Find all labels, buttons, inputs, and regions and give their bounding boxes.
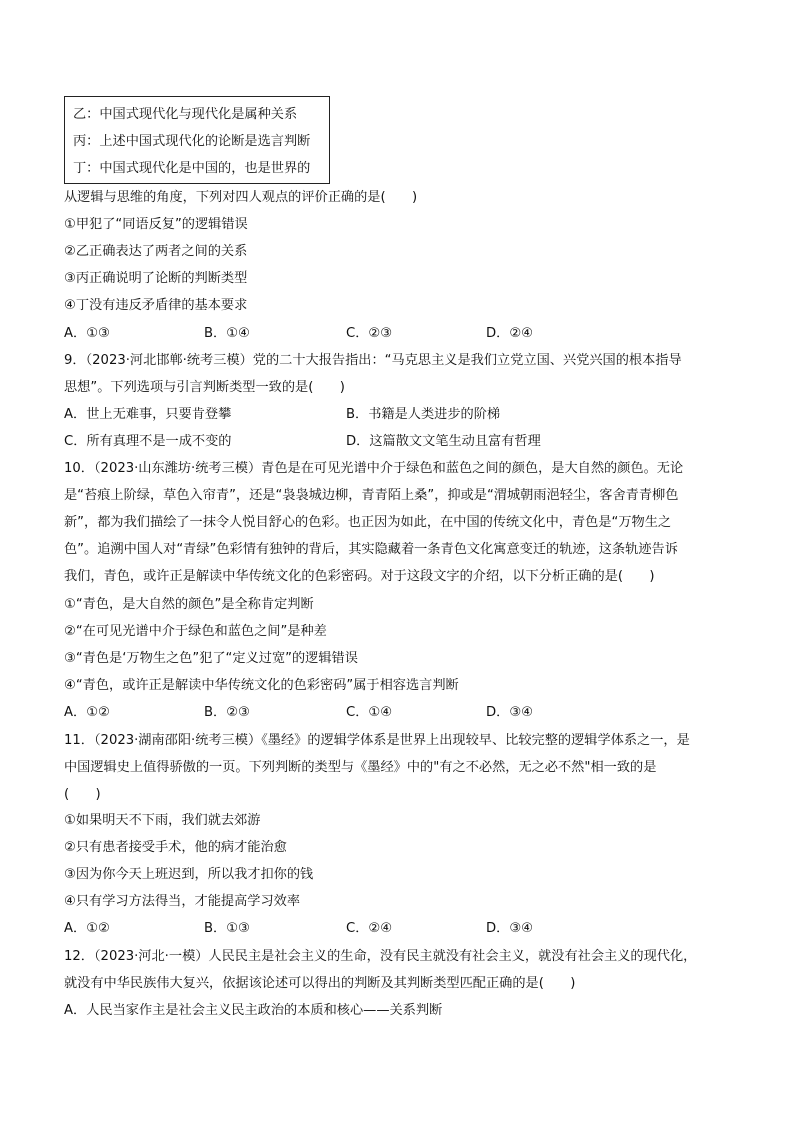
q11-option-a[interactable]: A．①② [64,921,110,936]
q9-option-b[interactable]: B．书籍是人类进步的阶梯 [346,407,501,422]
q10-stem-line-4: 色”。追溯中国人对“青绿”色彩情有独钟的背后，其实隐藏着一条青色文化寓意变迁的轨迹，这条轨迹告诉 [64,542,678,557]
q10-item-2: ②“在可见光谱中介于绿色和蓝色之间”是种差 [64,624,327,639]
q11-option-d[interactable]: D．③④ [486,921,533,936]
q8-stem: 从逻辑与思维的角度，下列对四人观点的评价正确的是( ) [64,190,418,205]
statement-ding: 丁：中国式现代化是中国的，也是世界的 [73,161,311,176]
q8-item-3: ③丙正确说明了论断的判断类型 [64,271,248,286]
q8-item-2: ②乙正确表达了两者之间的关系 [64,244,248,259]
q11-option-b[interactable]: B．①③ [204,921,250,936]
statement-bing: 丙：上述中国式现代化的论断是选言判断 [73,134,311,149]
q11-stem-line-2: 中国逻辑史上值得骄傲的一页。下列判断的类型与《墨经》中的"有之不必然，无之必不然"相一致的是 [64,760,657,775]
q8-option-c[interactable]: C．②③ [346,326,393,341]
q12-option-a[interactable]: A．人民当家作主是社会主义民主政治的本质和核心——关系判断 [64,1003,443,1018]
q11-item-3: ③因为你今天上班迟到，所以我才扣你的钱 [64,867,314,882]
q9-option-a[interactable]: A．世上无难事，只要肯登攀 [64,407,232,422]
q8-item-4: ④丁没有违反矛盾律的基本要求 [64,298,248,313]
q10-option-c[interactable]: C．①④ [346,705,393,720]
q12-stem-line-1: 12．（2023·河北·一模）人民民主是社会主义的生命，没有民主就没有社会主义，就没有社会主义的现代化， [64,949,697,964]
q11-stem-line-3: ( ) [64,787,101,802]
q8-item-1: ①甲犯了“同语反复”的逻辑错误 [64,217,248,232]
q10-option-b[interactable]: B．②③ [204,705,250,720]
q11-option-c[interactable]: C．②④ [346,921,393,936]
q9-option-d[interactable]: D．这篇散文文笔生动且富有哲理 [346,434,541,449]
statement-yi: 乙：中国式现代化与现代化是属种关系 [73,107,298,122]
q10-option-a[interactable]: A．①② [64,705,110,720]
q11-item-2: ②只有患者接受手术，他的病才能治愈 [64,840,287,855]
q10-option-d[interactable]: D．③④ [486,705,533,720]
q9-stem-line-2: 思想”。下列选项与引言判断类型一致的是( ) [64,380,345,395]
q9-stem-line-1: 9．（2023·河北邯郸·统考三模）党的二十大报告指出：“马克思主义是我们立党立国、兴党兴国的根本指导 [64,353,682,368]
q10-stem-line-1: 10．（2023·山东潍坊·统考三模）青色是在可见光谱中介于绿色和蓝色之间的颜色，是大自然的颜色。无论 [64,461,684,476]
q10-stem-line-5: 我们，青色，或许正是解读中华传统文化的色彩密码。对于这段文字的介绍，以下分析正确的是( ) [64,569,655,584]
q10-stem-line-2: 是“苔痕上阶绿，草色入帘青”，还是“袅袅城边柳，青青陌上桑”，抑或是“渭城朝雨浥轻尘，客舍青青柳色 [64,488,679,503]
q8-option-b[interactable]: B．①④ [204,326,250,341]
statement-box [64,96,330,184]
q8-option-d[interactable]: D．②④ [486,326,533,341]
q8-option-a[interactable]: A．①③ [64,326,110,341]
q11-item-1: ①如果明天不下雨，我们就去郊游 [64,813,261,828]
q10-stem-line-3: 新”，都为我们描绘了一抹令人悦目舒心的色彩。也正因为如此，在中国的传统文化中，青色是“万物生之 [64,515,672,530]
q11-item-4: ④只有学习方法得当，才能提高学习效率 [64,894,301,909]
q11-stem-line-1: 11．（2023·湖南邵阳·统考三模）《墨经》的逻辑学体系是世界上出现较早、比较完整的逻辑学体系之一，是 [64,733,690,748]
q12-stem-line-2: 就没有中华民族伟大复兴，依据该论述可以得出的判断及其判断类型匹配正确的是( ) [64,976,576,991]
q9-option-c[interactable]: C．所有真理不是一成不变的 [64,434,232,449]
q10-item-1: ①“青色，是大自然的颜色”是全称肯定判断 [64,597,314,612]
q10-item-4: ④“青色，或许正是解读中华传统文化的色彩密码”属于相容选言判断 [64,678,459,693]
q10-item-3: ③“青色是‘万物生之色”犯了“定义过宽”的逻辑错误 [64,651,358,666]
